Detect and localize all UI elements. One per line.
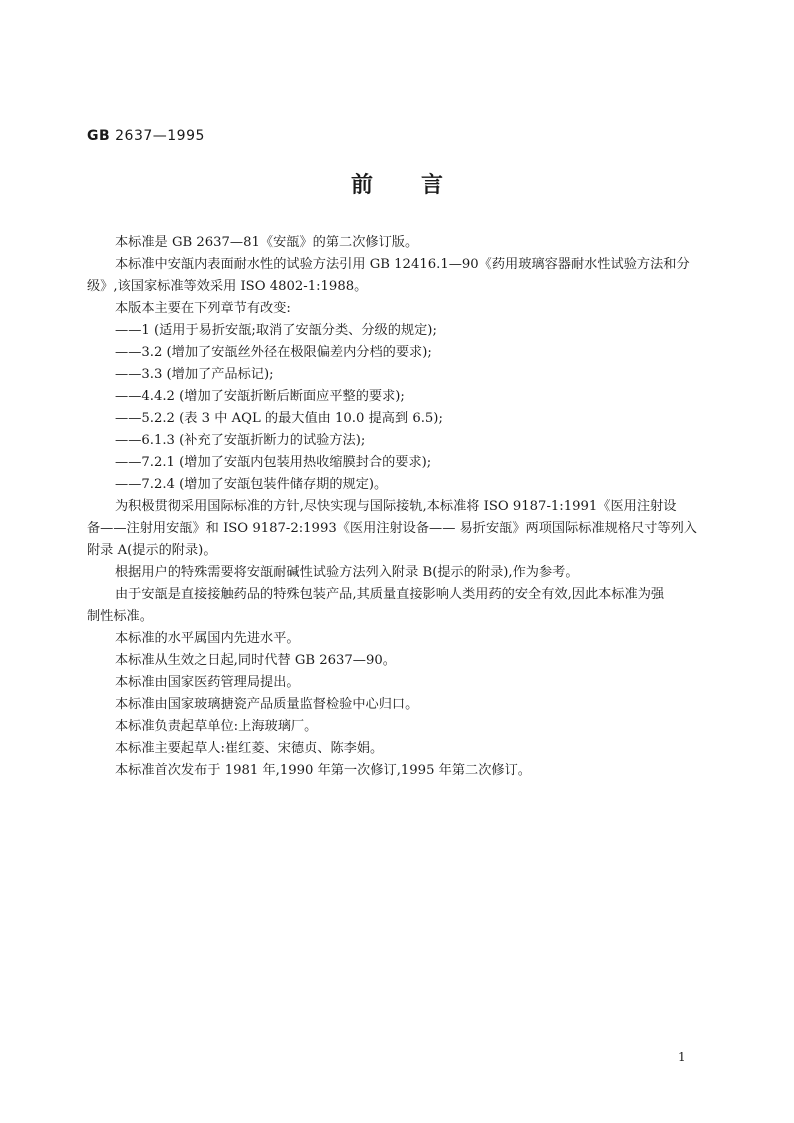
text-line: 由于安瓿是直接接触药品的特殊包装产品,其质量直接影响人类用药的安全有效,因此本标准为强 xyxy=(115,587,665,602)
paragraph xyxy=(87,628,709,650)
list-item: ——1 (适用于易折安瓿;取消了安瓿分类、分级的规定); xyxy=(115,323,437,338)
text-line: 本标准由国家医药管理局提出。 xyxy=(115,675,300,690)
paragraph xyxy=(87,650,709,672)
text-line: 附录 A(提示的附录)。 xyxy=(87,543,217,558)
list-item: ——5.2.2 (表 3 中 AQL 的最大值由 10.0 提高到 6.5); xyxy=(115,411,443,426)
paragraph xyxy=(87,738,709,760)
list-item: ——7.2.4 (增加了安瓿包装件储存期的规定)。 xyxy=(115,477,388,492)
document-body xyxy=(87,232,709,782)
text-line: 本标准的水平属国内先进水平。 xyxy=(115,631,300,646)
text-line: 制性标准。 xyxy=(87,609,153,624)
text-line: 本标准由国家玻璃搪瓷产品质量监督检验中心归口。 xyxy=(115,697,419,712)
standard-prefix: GB xyxy=(87,128,111,144)
paragraph xyxy=(87,584,709,628)
paragraph xyxy=(87,232,709,254)
paragraph xyxy=(87,760,709,782)
page-number: 1 xyxy=(678,1050,686,1064)
change-list xyxy=(87,320,709,496)
paragraph xyxy=(87,716,709,738)
text-line: 本标准从生效之日起,同时代替 GB 2637—90。 xyxy=(115,653,396,668)
list-item: ——6.1.3 (补充了安瓿折断力的试验方法); xyxy=(115,433,366,448)
text-line: 本版本主要在下列章节有改变: xyxy=(115,301,291,316)
paragraph xyxy=(87,672,709,694)
list-item: ——7.2.1 (增加了安瓿内包装用热收缩膜封合的要求); xyxy=(115,455,432,470)
text-line: 本标准是 GB 2637—81《安瓿》的第二次修订版。 xyxy=(115,235,419,250)
paragraph xyxy=(87,496,709,562)
text-line: 为积极贯彻采用国际标准的方针,尽快实现与国际接轨,本标准将 ISO 9187-1:1991《医用注射设 xyxy=(115,499,677,514)
list-item: ——3.2 (增加了安瓿丝外径在极限偏差内分档的要求); xyxy=(115,345,432,360)
text-line: 本标准中安瓿内表面耐水性的试验方法引用 GB 12416.1—90《药用玻璃容器耐水性试验方法和分 xyxy=(115,257,690,272)
paragraph xyxy=(87,562,709,584)
paragraph xyxy=(87,298,709,320)
list-item: ——3.3 (增加了产品标记); xyxy=(115,367,274,382)
text-line: 本标准首次发布于 1981 年,1990 年第一次修订,1995 年第二次修订。 xyxy=(115,763,531,778)
text-line: 本标准负责起草单位:上海玻璃厂。 xyxy=(115,719,318,734)
paragraph xyxy=(87,254,709,298)
paragraph xyxy=(87,694,709,716)
text-line: 本标准主要起草人:崔红菱、宋德贞、陈李娟。 xyxy=(115,741,384,756)
list-item: ——4.4.2 (增加了安瓿折断后断面应平整的要求); xyxy=(115,389,405,404)
text-line: 级》,该国家标准等效采用 ISO 4802-1:1988。 xyxy=(87,279,368,294)
text-line: 备——注射用安瓿》和 ISO 9187-2:1993《医用注射设备—— 易折安瓿》两项国际标准规格尺寸等列入 xyxy=(87,521,697,536)
page-title: 前言 xyxy=(350,173,491,198)
text-line: 根据用户的特殊需要将安瓿耐碱性试验方法列入附录 B(提示的附录),作为参考。 xyxy=(115,565,579,580)
standard-number: 2637—1995 xyxy=(115,128,205,144)
document-header xyxy=(87,128,205,144)
